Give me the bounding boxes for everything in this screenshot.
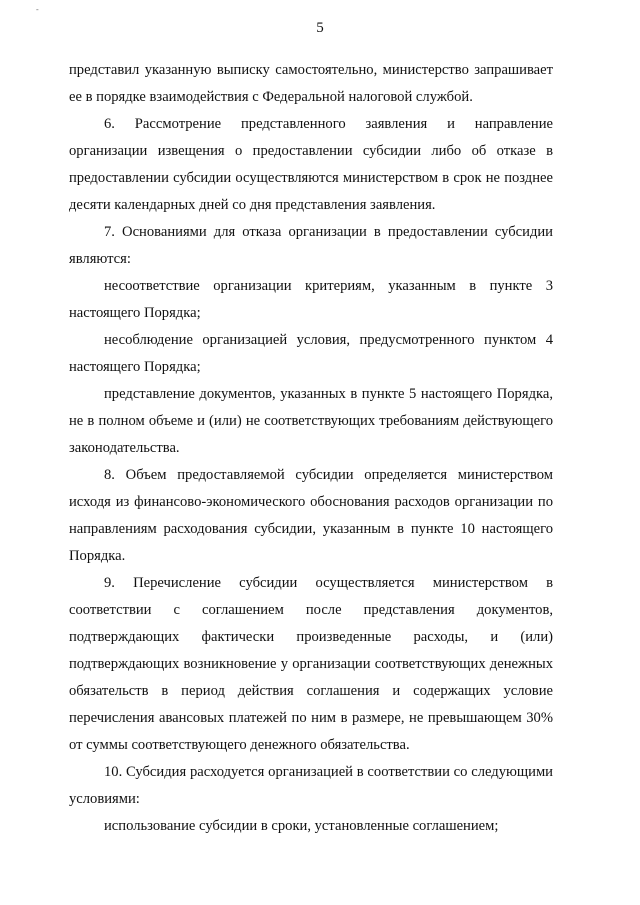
paragraph-subitem: несоблюдение организацией условия, предусмотренного пунктом 4 настоящего Порядка; bbox=[69, 332, 553, 375]
paragraph-item-9: 9. Перечисление субсидии осуществляется министерством в соответствии с соглашением после представления документов, подтверждающих фактически произведенные расходы, и (или) подтверждающих возникновение у организации соответствующих денежных обязательств в период действия соглашения и содержащих условие перечисления авансовых платежей по ним в размере, не превышающем 30% от суммы соответствующего денежного обязательства. bbox=[69, 575, 553, 753]
document-body bbox=[69, 57, 553, 840]
paragraph-continuation: представил указанную выписку самостоятельно, министерство запрашивает ее в порядке взаимодействия с Федеральной налоговой службой. bbox=[69, 62, 553, 105]
page-number: 5 bbox=[316, 20, 324, 36]
paragraph-subitem: представление документов, указанных в пункте 5 настоящего Порядка, не в полном объеме и (или) не соответствующих требованиям действующего законодательства. bbox=[69, 386, 553, 456]
paragraph-subitem: несоответствие организации критериям, указанным в пункте 3 настоящего Порядка; bbox=[69, 278, 553, 321]
paragraph-item-8: 8. Объем предоставляемой субсидии определяется министерством исходя из финансово-экономического обоснования расходов организации по направлениям расходования субсидии, указанным в пункте 10 настоящего Порядка. bbox=[69, 467, 553, 564]
paragraph-item-6: 6. Рассмотрение представленного заявления и направление организации извещения о предоставлении субсидии либо об отказе в предоставлении субсидии осуществляются министерством в срок не позднее десяти календарных дней со дня представления заявления. bbox=[69, 116, 553, 213]
paragraph-subitem: использование субсидии в сроки, установленные соглашением; bbox=[104, 818, 499, 834]
scan-mark: - bbox=[36, 5, 39, 14]
paragraph-item-10: 10. Субсидия расходуется организацией в соответствии со следующими условиями: bbox=[69, 764, 553, 807]
paragraph-item-7: 7. Основаниями для отказа организации в предоставлении субсидии являются: bbox=[69, 224, 553, 267]
